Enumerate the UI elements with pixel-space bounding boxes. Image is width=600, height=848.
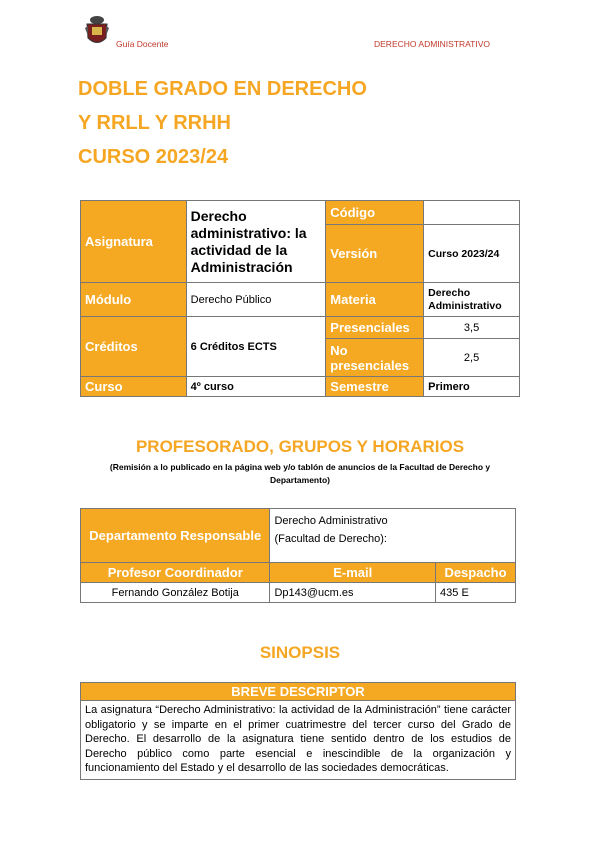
email-column-header: E-mail [270, 563, 436, 583]
semestre-value: Primero [424, 377, 520, 397]
departamento-value-line-1: Derecho Administrativo [274, 515, 388, 527]
sinopsis-heading: SINOPSIS [259, 643, 341, 662]
profesorado-note: (Remisión a lo publicado en la página web y/o tablón de anuncios de la Facultad de Derecho y Departamento) [109, 462, 491, 485]
materia-value: Derecho Administrativo [424, 283, 520, 317]
profesorado-heading: PROFESORADO, GRUPOS Y HORARIOS [135, 437, 465, 456]
version-label: Versión [326, 225, 424, 283]
breve-descriptor-text: La asignatura “Derecho Administrativo: la actividad de la Administración” tiene carácter obligatorio y se imparte en el primer cuatrimestre del tercer curso del Grado de Derecho. El desarrollo de la asignatura tiene sentido dentro de los estudios de Derecho público como parte esencial e inescindible de la organización y funcionamiento del Estado y el desarrollo de las sociedades democráticas. [81, 701, 516, 780]
no-presenciales-value: 2,5 [424, 339, 520, 377]
university-crest-icon [84, 14, 110, 48]
curso-label: Curso [81, 377, 187, 397]
asignatura-label: Asignatura [81, 201, 187, 283]
no-presenciales-label: No presenciales [326, 339, 424, 377]
departamento-label: Departamento Responsable [81, 509, 270, 563]
modulo-label: Módulo [81, 283, 187, 317]
curso-value: 4º curso [186, 377, 326, 397]
asignatura-value: Derecho administrativo: la actividad de la Administración [186, 201, 326, 283]
title-line-1: DOBLE GRADO EN DERECHO [78, 78, 367, 100]
subject-header-label: DERECHO ADMINISTRATIVO [374, 39, 491, 49]
departamento-value-line-2: (Facultad de Derecho): [274, 533, 387, 545]
title-line-2: Y RRLL Y RRHH [78, 112, 231, 134]
version-value: Curso 2023/24 [424, 225, 520, 283]
guia-docente-label: Guía Docente [116, 39, 169, 49]
breve-descriptor-header: BREVE DESCRIPTOR [81, 683, 516, 701]
despacho-cell: 435 E [436, 583, 516, 603]
profesorado-table [80, 508, 516, 603]
codigo-label: Código [326, 201, 424, 225]
codigo-value [424, 201, 520, 225]
presenciales-value: 3,5 [424, 317, 520, 339]
modulo-value: Derecho Público [186, 283, 326, 317]
materia-label: Materia [326, 283, 424, 317]
creditos-label: Créditos [81, 317, 187, 377]
profesor-cell: Fernando González Botija [81, 583, 270, 603]
profesor-column-header: Profesor Coordinador [81, 563, 270, 583]
creditos-value: 6 Créditos ECTS [186, 317, 326, 377]
page-header [0, 14, 600, 54]
departamento-value [270, 509, 516, 563]
page-title [78, 72, 367, 174]
sinopsis-table [80, 682, 516, 780]
subject-info-table [80, 200, 520, 397]
semestre-label: Semestre [326, 377, 424, 397]
title-line-3: CURSO 2023/24 [78, 146, 229, 168]
presenciales-label: Presenciales [326, 317, 424, 339]
email-cell[interactable]: Dp143@ucm.es [270, 583, 436, 603]
despacho-column-header: Despacho [436, 563, 516, 583]
